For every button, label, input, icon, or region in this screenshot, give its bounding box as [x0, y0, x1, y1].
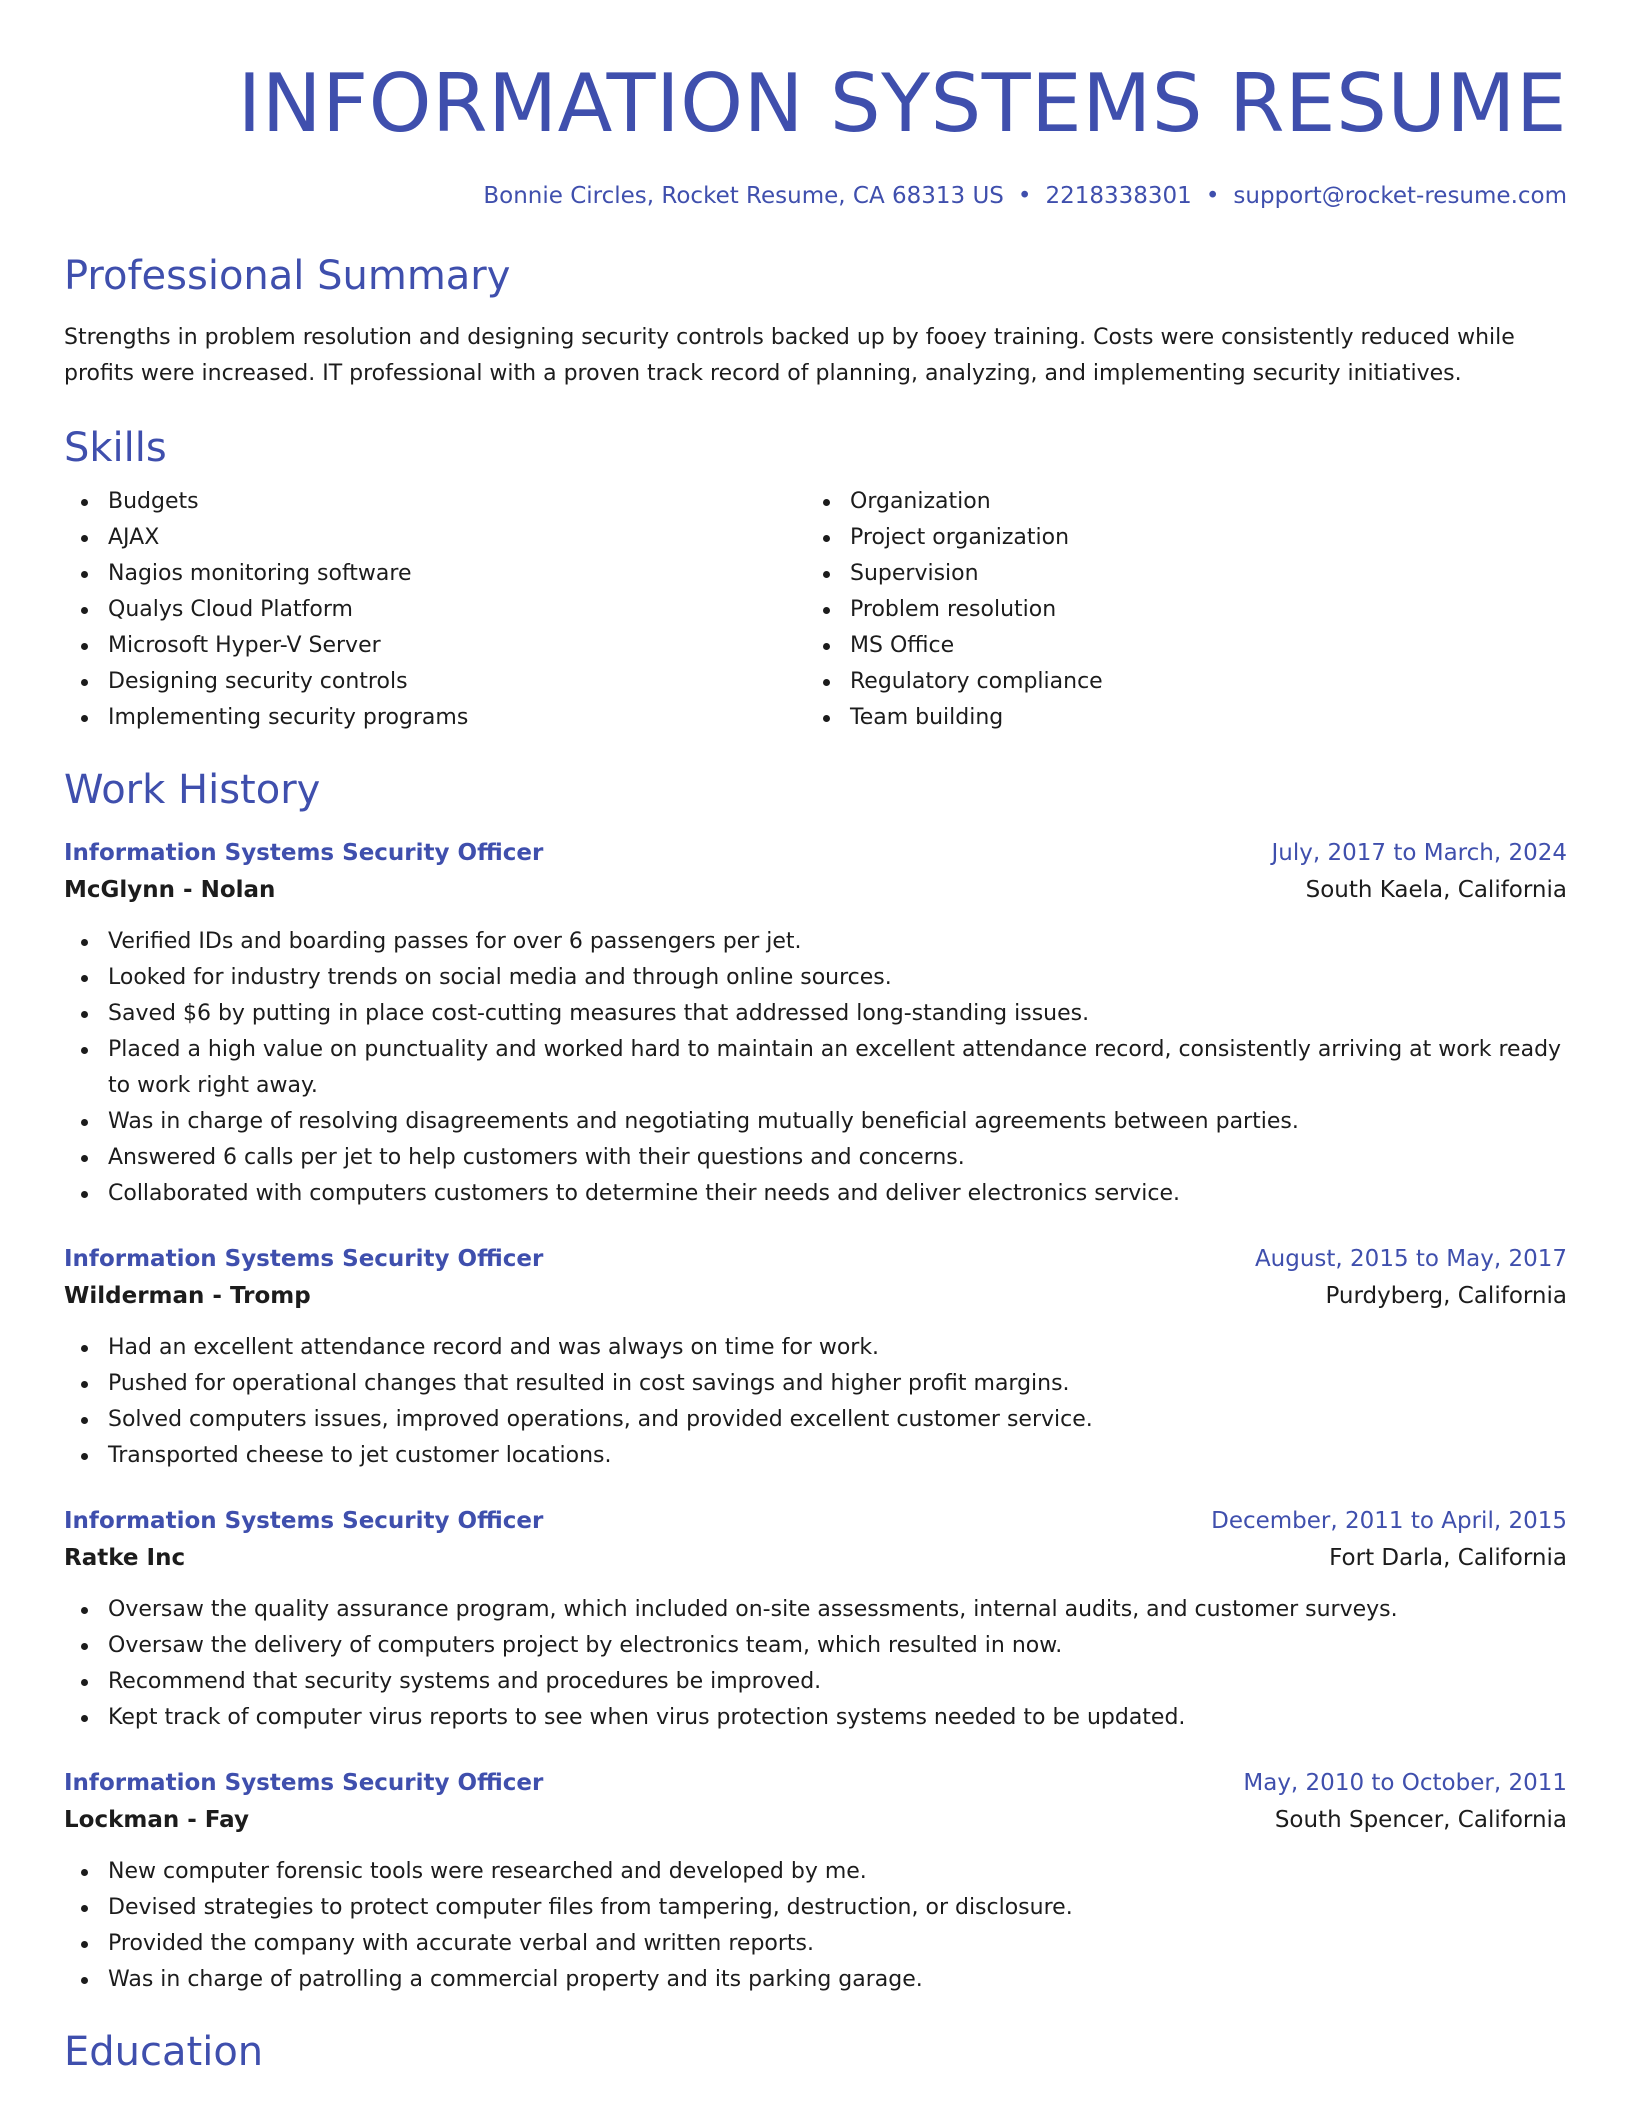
job-dates: July, 2017 to March, 2024 [1271, 840, 1567, 866]
job-company-row [64, 870, 1567, 910]
separator-dot: • [1017, 183, 1032, 209]
job-bullet: Collaborated with computers customers to determine their needs and deliver electronics service. [64, 1176, 1567, 1212]
skill-item: Budgets [64, 484, 806, 520]
job-location: South Kaela, California [1305, 877, 1567, 903]
skills-columns [64, 484, 1567, 736]
skill-item: Microsoft Hyper-V Server [64, 628, 806, 664]
job-bullet: Pushed for operational changes that resulted in cost savings and higher profit margins. [64, 1366, 1567, 1402]
job-dates: May, 2010 to October, 2011 [1243, 1770, 1567, 1796]
summary-heading: Professional Summary [64, 253, 511, 299]
skill-item: Project organization [806, 520, 1548, 556]
job-bullets [64, 924, 1567, 1212]
job-bullet: Oversaw the quality assurance program, which included on-site assessments, internal audits, and customer surveys. [64, 1592, 1567, 1628]
job-location: Fort Darla, California [1329, 1545, 1567, 1571]
job-title: Information Systems Security Officer [64, 1246, 544, 1272]
job-header-row [64, 1242, 1567, 1276]
job-company: McGlynn - Nolan [64, 877, 276, 903]
job-bullet: Saved $6 by putting in place cost-cutting measures that addressed long-standing issues. [64, 996, 1567, 1032]
job-company: Ratke Inc [64, 1545, 186, 1571]
job-entry [64, 1504, 1567, 1736]
skill-item: Nagios monitoring software [64, 556, 806, 592]
skills-list-left [64, 484, 806, 736]
job-bullet: Looked for industry trends on social media and through online sources. [64, 960, 1567, 996]
job-bullet: Was in charge of resolving disagreements and negotiating mutually beneficial agreements between parties. [64, 1104, 1567, 1140]
job-entry [64, 1242, 1567, 1474]
job-title: Information Systems Security Officer [64, 1770, 544, 1796]
contact-email[interactable]: support@rocket-resume.com [1233, 183, 1567, 209]
job-entry [64, 836, 1567, 1212]
work-history-heading: Work History [64, 767, 321, 813]
job-header-row [64, 1766, 1567, 1800]
job-company-row [64, 1538, 1567, 1578]
summary-text: Strengths in problem resolution and designing security controls backed up by fooey training. Costs were consistently reduced while profits were increased. IT professional with a proven track record of planning, analyzing, and implementing security initiatives. [64, 325, 1515, 386]
job-bullet: Devised strategies to protect computer files from tampering, destruction, or disclosure. [64, 1890, 1567, 1926]
job-bullet: Solved computers issues, improved operations, and provided excellent customer service. [64, 1402, 1567, 1438]
job-title: Information Systems Security Officer [64, 840, 544, 866]
job-bullet: Verified IDs and boarding passes for over 6 passengers per jet. [64, 924, 1567, 960]
contact-line [64, 182, 1567, 210]
job-bullets [64, 1592, 1567, 1736]
skills-list-right [806, 484, 1548, 736]
job-bullet: Transported cheese to jet customer locations. [64, 1438, 1567, 1474]
job-bullet: Had an excellent attendance record and was always on time for work. [64, 1330, 1567, 1366]
education-heading: Education [64, 2029, 264, 2075]
skill-item: Problem resolution [806, 592, 1548, 628]
job-bullet: Was in charge of patrolling a commercial property and its parking garage. [64, 1962, 1567, 1998]
resume-page [64, 0, 1567, 2076]
skill-item: AJAX [64, 520, 806, 556]
job-bullet: Provided the company with accurate verbal and written reports. [64, 1926, 1567, 1962]
job-bullets [64, 1330, 1567, 1474]
job-company-row [64, 1800, 1567, 1840]
job-bullets [64, 1854, 1567, 1998]
skill-item: MS Office [806, 628, 1548, 664]
job-dates: December, 2011 to April, 2015 [1211, 1508, 1567, 1534]
job-location: Purdyberg, California [1325, 1283, 1567, 1309]
skill-item: Qualys Cloud Platform [64, 592, 806, 628]
contact-address: Bonnie Circles, Rocket Resume, CA 68313 US [483, 183, 1004, 209]
job-bullet: Oversaw the delivery of computers project by electronics team, which resulted in now. [64, 1628, 1567, 1664]
job-header-row [64, 1504, 1567, 1538]
skill-item: Implementing security programs [64, 700, 806, 736]
job-entry [64, 1766, 1567, 1998]
job-bullet: Kept track of computer virus reports to see when virus protection systems needed to be updated. [64, 1700, 1567, 1736]
job-bullet: Placed a high value on punctuality and worked hard to maintain an excellent attendance record, consistently arriving at work ready to work right away. [64, 1032, 1567, 1104]
skill-item: Designing security controls [64, 664, 806, 700]
job-company-row [64, 1276, 1567, 1316]
job-company: Wilderman - Tromp [64, 1283, 311, 1309]
separator-dot: • [1205, 183, 1220, 209]
job-bullet: Answered 6 calls per jet to help customers with their questions and concerns. [64, 1140, 1567, 1176]
job-dates: August, 2015 to May, 2017 [1254, 1246, 1567, 1272]
skill-item: Organization [806, 484, 1548, 520]
job-bullet: New computer forensic tools were researched and developed by me. [64, 1854, 1567, 1890]
job-header-row [64, 836, 1567, 870]
job-company: Lockman - Fay [64, 1807, 249, 1833]
skill-item: Regulatory compliance [806, 664, 1548, 700]
job-location: South Spencer, California [1274, 1807, 1567, 1833]
contact-phone[interactable]: 2218338301 [1045, 183, 1192, 209]
skills-heading: Skills [64, 425, 167, 471]
job-bullet: Recommend that security systems and procedures be improved. [64, 1664, 1567, 1700]
job-title: Information Systems Security Officer [64, 1508, 544, 1534]
skill-item: Supervision [806, 556, 1548, 592]
resume-title: INFORMATION SYSTEMS RESUME [237, 57, 1567, 150]
skill-item: Team building [806, 700, 1548, 736]
